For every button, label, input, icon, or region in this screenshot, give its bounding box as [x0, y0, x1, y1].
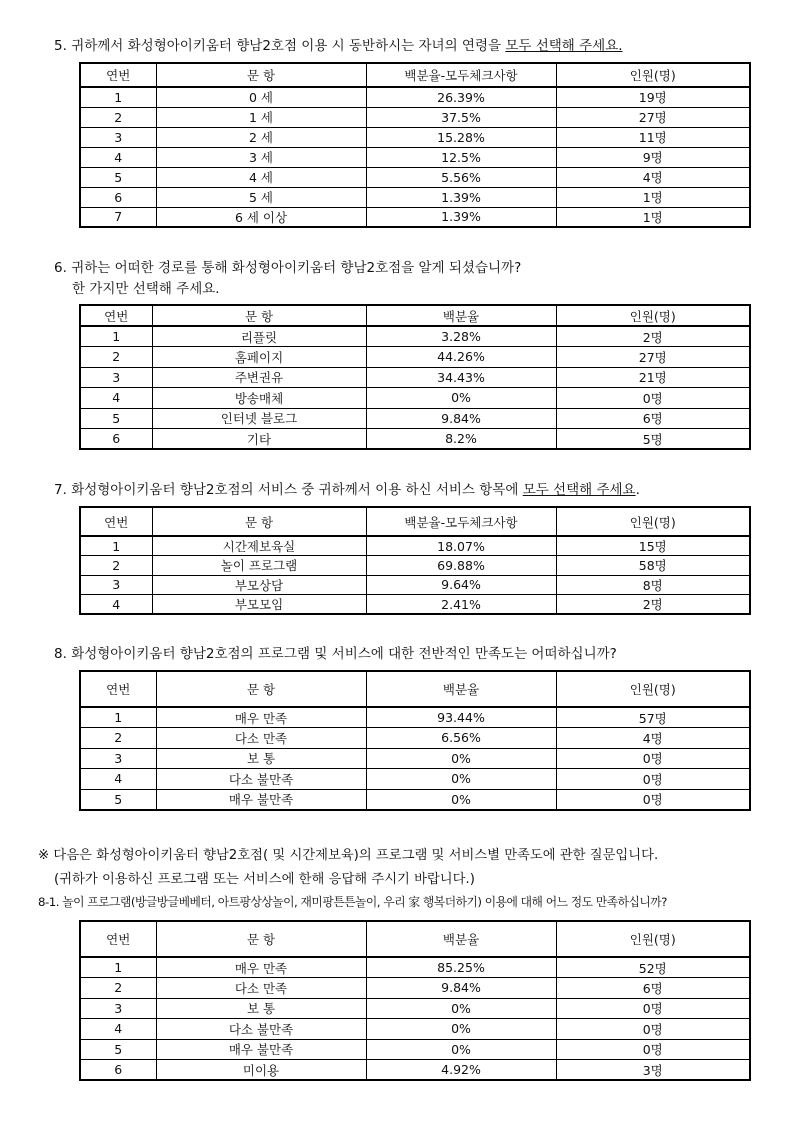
question-8-1 — [38, 891, 667, 914]
question-number: 7. — [54, 482, 67, 498]
cell-col-percent: 0% — [366, 1019, 556, 1040]
cell-col-percent: 69.88% — [366, 556, 556, 576]
cell-col-item: 기타 — [152, 429, 366, 450]
table-row — [80, 326, 750, 347]
cell-col-item: 시간제보육실 — [152, 536, 366, 556]
table-row — [80, 429, 750, 450]
table-row — [80, 408, 750, 429]
cell-col-index: 4 — [80, 388, 152, 409]
table-q7 — [79, 506, 751, 615]
table-row — [80, 107, 750, 127]
table-q8-1 — [79, 920, 751, 1081]
cell-col-count: 0명 — [556, 1019, 750, 1040]
cell-col-percent: 85.25% — [366, 957, 556, 978]
question-emphasis: 모두 선택해 주세요. — [505, 38, 623, 54]
table-row — [80, 707, 750, 728]
cell-col-index: 3 — [80, 748, 156, 769]
header-col-index: 연번 — [80, 671, 156, 707]
header-col-count: 인원(명) — [556, 63, 750, 87]
cell-col-percent: 37.5% — [366, 107, 556, 127]
cell-col-count: 21명 — [556, 367, 750, 388]
cell-col-percent: 2.41% — [366, 595, 556, 615]
table-row — [80, 388, 750, 409]
cell-col-item: 2 세 — [156, 127, 366, 147]
cell-col-index: 5 — [80, 789, 156, 810]
cell-col-item: 5 세 — [156, 187, 366, 207]
question-number: 5. — [54, 38, 67, 54]
cell-col-percent: 15.28% — [366, 127, 556, 147]
cell-col-percent: 6.56% — [366, 728, 556, 749]
cell-col-index: 1 — [80, 536, 152, 556]
cell-col-index: 6 — [80, 1060, 156, 1081]
cell-col-count: 6명 — [556, 408, 750, 429]
table-row — [80, 998, 750, 1019]
cell-col-index: 7 — [80, 207, 156, 227]
table-row — [80, 187, 750, 207]
cell-col-item: 방송매체 — [152, 388, 366, 409]
table-row — [80, 536, 750, 556]
cell-col-item: 다소 만족 — [156, 978, 366, 999]
header-col-count: 인원(명) — [556, 305, 750, 326]
cell-col-count: 15명 — [556, 536, 750, 556]
cell-col-percent: 1.39% — [366, 207, 556, 227]
header-col-item: 문 항 — [156, 921, 366, 957]
cell-col-count: 4명 — [556, 167, 750, 187]
cell-col-percent: 0% — [366, 998, 556, 1019]
header-col-index: 연번 — [80, 507, 152, 536]
question-emphasis: 모두 선택해 주세요 — [522, 482, 636, 498]
question-text: 화성형아이키움터 향남2호점의 프로그램 및 서비스에 대한 전반적인 만족도는 어떠하십니까? — [71, 646, 617, 662]
cell-col-percent: 93.44% — [366, 707, 556, 728]
cell-col-index: 4 — [80, 769, 156, 790]
question-number: 6. — [54, 260, 67, 276]
cell-col-index: 2 — [80, 978, 156, 999]
cell-col-item: 홈페이지 — [152, 347, 366, 368]
header-col-percent: 백분율-모두체크사항 — [366, 63, 556, 87]
question-text: 귀하는 어떠한 경로를 통해 화성형아이키움터 향남2호점을 알게 되셨습니까? — [71, 260, 522, 276]
cell-col-count: 19명 — [556, 87, 750, 107]
cell-col-index: 4 — [80, 595, 152, 615]
cell-col-item: 0 세 — [156, 87, 366, 107]
table-row — [80, 957, 750, 978]
header-col-index: 연번 — [80, 305, 152, 326]
cell-col-percent: 18.07% — [366, 536, 556, 556]
cell-col-item: 부모모임 — [152, 595, 366, 615]
cell-col-item: 다소 만족 — [156, 728, 366, 749]
cell-col-percent: 44.26% — [366, 347, 556, 368]
header-col-index: 연번 — [80, 921, 156, 957]
cell-col-count: 1명 — [556, 207, 750, 227]
table-row — [80, 167, 750, 187]
cell-col-count: 4명 — [556, 728, 750, 749]
table-row — [80, 556, 750, 576]
cell-col-percent: 0% — [366, 789, 556, 810]
cell-col-count: 0명 — [556, 388, 750, 409]
cell-col-count: 3명 — [556, 1060, 750, 1081]
cell-col-count: 11명 — [556, 127, 750, 147]
question-7 — [54, 479, 640, 502]
cell-col-count: 1명 — [556, 187, 750, 207]
cell-col-index: 2 — [80, 556, 152, 576]
header-col-percent: 백분율 — [366, 671, 556, 707]
cell-col-count: 57명 — [556, 707, 750, 728]
table-row — [80, 595, 750, 615]
cell-col-percent: 9.64% — [366, 575, 556, 595]
header-col-item: 문 항 — [156, 671, 366, 707]
cell-col-item: 3 세 — [156, 147, 366, 167]
question-number: 8. — [54, 646, 67, 662]
table-q8 — [79, 670, 751, 811]
cell-col-index: 3 — [80, 998, 156, 1019]
cell-col-index: 3 — [80, 127, 156, 147]
table-header-row — [80, 671, 750, 707]
cell-col-percent: 1.39% — [366, 187, 556, 207]
cell-col-count: 0명 — [556, 769, 750, 790]
cell-col-count: 5명 — [556, 429, 750, 450]
table-row — [80, 789, 750, 810]
cell-col-item: 다소 불만족 — [156, 1019, 366, 1040]
cell-col-count: 0명 — [556, 1039, 750, 1060]
question-text: 8-1. 놀이 프로그램(방글방글베베터, 아트팡상상놀이, 재미팡튼튼놀이, 우리 家 행복더하기) 이용에 대해 어느 정도 만족하십니까? — [38, 895, 667, 909]
cell-col-item: 놀이 프로그램 — [152, 556, 366, 576]
cell-col-item: 1 세 — [156, 107, 366, 127]
table-header-row — [80, 507, 750, 536]
section-note: ※ 다음은 화성형아이키움터 향남2호점( 및 시간제보육)의 프로그램 및 서비스별 만족도에 관한 질문입니다. — [38, 848, 659, 863]
cell-col-item: 인터넷 블로그 — [152, 408, 366, 429]
header-col-count: 인원(명) — [556, 671, 750, 707]
header-col-index: 연번 — [80, 63, 156, 87]
cell-col-item: 매우 만족 — [156, 957, 366, 978]
table-row — [80, 127, 750, 147]
cell-col-count: 2명 — [556, 595, 750, 615]
header-col-percent: 백분율-모두체크사항 — [366, 507, 556, 536]
header-col-percent: 백분율 — [366, 305, 556, 326]
cell-col-index: 3 — [80, 367, 152, 388]
cell-col-index: 5 — [80, 408, 152, 429]
cell-col-index: 5 — [80, 1039, 156, 1060]
table-row — [80, 978, 750, 999]
cell-col-percent: 9.84% — [366, 978, 556, 999]
cell-col-percent: 12.5% — [366, 147, 556, 167]
cell-col-index: 5 — [80, 167, 156, 187]
table-row — [80, 87, 750, 107]
cell-col-index: 6 — [80, 187, 156, 207]
cell-col-percent: 34.43% — [366, 367, 556, 388]
table-row — [80, 728, 750, 749]
cell-col-item: 매우 만족 — [156, 707, 366, 728]
cell-col-percent: 0% — [366, 388, 556, 409]
cell-col-percent: 3.28% — [366, 326, 556, 347]
table-row — [80, 367, 750, 388]
cell-col-count: 27명 — [556, 347, 750, 368]
table-row — [80, 1019, 750, 1040]
header-col-percent: 백분율 — [366, 921, 556, 957]
cell-col-index: 4 — [80, 147, 156, 167]
cell-col-index: 2 — [80, 107, 156, 127]
header-col-count: 인원(명) — [556, 507, 750, 536]
table-row — [80, 748, 750, 769]
cell-col-count: 2명 — [556, 326, 750, 347]
cell-col-count: 52명 — [556, 957, 750, 978]
cell-col-percent: 0% — [366, 769, 556, 790]
table-q5 — [79, 62, 751, 228]
cell-col-item: 보 통 — [156, 998, 366, 1019]
table-row — [80, 575, 750, 595]
question-text: 귀하께서 화성형아이키움터 향남2호점 이용 시 동반하시는 자녀의 연령을 — [71, 38, 502, 54]
cell-col-index: 3 — [80, 575, 152, 595]
cell-col-count: 0명 — [556, 748, 750, 769]
cell-col-index: 2 — [80, 347, 152, 368]
cell-col-item: 주변권유 — [152, 367, 366, 388]
cell-col-item: 4 세 — [156, 167, 366, 187]
header-col-item: 문 항 — [156, 63, 366, 87]
cell-col-percent: 5.56% — [366, 167, 556, 187]
cell-col-index: 1 — [80, 707, 156, 728]
cell-col-item: 보 통 — [156, 748, 366, 769]
cell-col-count: 27명 — [556, 107, 750, 127]
question-tail: . — [635, 482, 640, 498]
cell-col-item: 리플릿 — [152, 326, 366, 347]
section-note-sub: (귀하가 이용하신 프로그램 또는 서비스에 한해 응답해 주시기 바랍니다.) — [54, 872, 475, 887]
table-q6 — [79, 304, 751, 450]
cell-col-count: 0명 — [556, 789, 750, 810]
cell-col-item: 매우 불만족 — [156, 1039, 366, 1060]
table-row — [80, 147, 750, 167]
cell-col-percent: 26.39% — [366, 87, 556, 107]
cell-col-count: 6명 — [556, 978, 750, 999]
question-6 — [54, 257, 521, 280]
table-header-row — [80, 63, 750, 87]
table-header-row — [80, 921, 750, 957]
table-row — [80, 1060, 750, 1081]
cell-col-item: 다소 불만족 — [156, 769, 366, 790]
cell-col-index: 1 — [80, 87, 156, 107]
cell-col-index: 1 — [80, 326, 152, 347]
cell-col-count: 58명 — [556, 556, 750, 576]
header-col-item: 문 항 — [152, 305, 366, 326]
cell-col-index: 4 — [80, 1019, 156, 1040]
cell-col-item: 부모상담 — [152, 575, 366, 595]
cell-col-count: 9명 — [556, 147, 750, 167]
question-text: 화성형아이키움터 향남2호점의 서비스 중 귀하께서 이용 하신 서비스 항목에 — [71, 482, 519, 498]
cell-col-item: 6 세 이상 — [156, 207, 366, 227]
cell-col-percent: 9.84% — [366, 408, 556, 429]
table-row — [80, 769, 750, 790]
table-header-row — [80, 305, 750, 326]
header-col-count: 인원(명) — [556, 921, 750, 957]
cell-col-count: 0명 — [556, 998, 750, 1019]
cell-col-percent: 0% — [366, 748, 556, 769]
header-col-item: 문 항 — [152, 507, 366, 536]
question-5 — [54, 35, 623, 58]
cell-col-item: 미이용 — [156, 1060, 366, 1081]
question-6-line2 — [72, 278, 220, 301]
cell-col-item: 매우 불만족 — [156, 789, 366, 810]
cell-col-index: 2 — [80, 728, 156, 749]
cell-col-percent: 0% — [366, 1039, 556, 1060]
cell-col-index: 6 — [80, 429, 152, 450]
cell-col-percent: 4.92% — [366, 1060, 556, 1081]
cell-col-percent: 8.2% — [366, 429, 556, 450]
question-text: 한 가지만 선택해 주세요. — [72, 281, 220, 297]
question-8 — [54, 643, 617, 666]
table-row — [80, 207, 750, 227]
cell-col-index: 1 — [80, 957, 156, 978]
cell-col-count: 8명 — [556, 575, 750, 595]
table-row — [80, 347, 750, 368]
table-row — [80, 1039, 750, 1060]
